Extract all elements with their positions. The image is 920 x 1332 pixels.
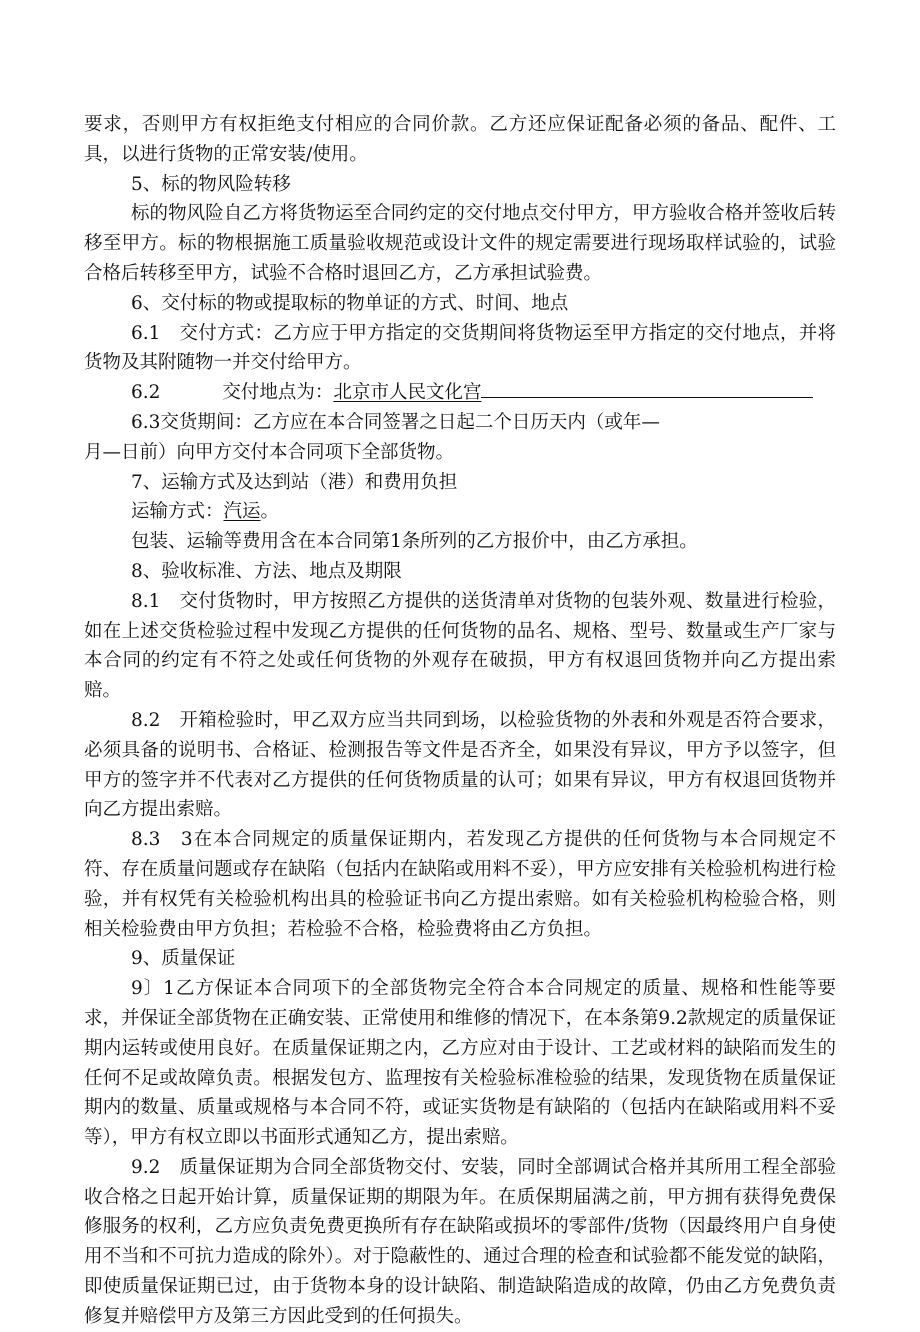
- document-page: [84, 110, 836, 1332]
- delivery-place-value: 北京市人民文化宫: [333, 382, 482, 404]
- fill-in-line: [481, 396, 813, 398]
- transport-cost: 包装、运输等费用含在本合同第1条所列的乙方报价中，由乙方承担。: [131, 531, 698, 553]
- section-8-heading: 8、验收标准、方法、地点及期限: [131, 560, 402, 582]
- delivery-place-label: 交付地点为：: [222, 382, 334, 404]
- clause-6-3-line-2: 月—日前）向甲方交付本合同项下全部货物。: [84, 441, 455, 463]
- clause-9-1: 9〕1乙方保证本合同项下的全部货物完全符合本合同规定的质量、规格和性能等要求，并保证全部货物在正确安装、正常使用和维修的情况下，在本条第9.2款规定的质量保证期内运转或使用良好。在质量保证期之内，乙方应对由于设计、工艺或材料的缺陷而发生的任何不足或故障负责。根据发包方、监理按有关检验标准检验的结果，发现货物在质量保证期内的数量、质量或规格与本合同不符，或证实货物是有缺陷的（包括内在缺陷或用料不妥等），甲方有权立即以书面形式通知乙方，提出索赔。: [84, 978, 836, 1149]
- clause-8-2: 8.2 开箱检验时，甲乙双方应当共同到场，以检验货物的外表和外观是否符合要求，必须具备的说明书、合格证、检测报告等文件是否齐全，如果没有异议，甲方予以签字，但甲方的签字并不代表对乙方提供的任何货物质量的认可；如果有异议，甲方有权退回货物并向乙方提出索赔。: [84, 709, 836, 821]
- section-5-body: 标的物风险自乙方将货物运至合同约定的交付地点交付甲方，甲方验收合格并签收后转移至甲方。标的物根据施工质量验收规范或设计文件的规定需要进行现场取样试验的，试验合格后转移至甲方，试验不合格时退回乙方，乙方承担试验费。: [84, 203, 836, 284]
- section-7-heading: 7、运输方式及达到站（港）和费用负担: [131, 471, 458, 493]
- transport-method: [84, 497, 836, 527]
- clause-6-2-number: 6.2: [131, 382, 161, 404]
- clause-6-2: [84, 378, 836, 408]
- clause-8-3: 8.3 3在本合同规定的质量保证期内，若发现乙方提供的任何货物与本合同规定不符、存在质量问题或存在缺陷（包括内在缺陷或用料不妥），甲方应安排有关检验机构进行检验，并有权凭有关检验机构出具的检验证书向乙方提出索赔。如有关检验机构检验合格，则相关检验费由甲方负担；若检验不合格，检验费将由乙方负担。: [84, 829, 836, 940]
- clause-8-1: 8.1 交付货物时，甲方按照乙方提供的送货清单对货物的包装外观、数量进行检验，如在上述交货检验过程中发现乙方提供的任何货物的品名、规格、型号、数量或生产厂家与本合同的约定有不符之处或任何货物的外观存在破损，甲方有权退回货物并向乙方提出索赔。: [84, 590, 836, 702]
- clause-9-2: 9.2 质量保证期为合同全部货物交付、安装，同时全部调试合格并其所用工程全部验收合格之日起开始计算，质量保证期的期限为年。在质保期届满之前，甲方拥有获得免费保修服务的权利，乙方应负责免费更换所有存在缺陷或损坏的零部件/货物（因最终用户自身使用不当和不可抗力造成的除外）。对于隐蔽性的、通过合理的检查和试验都不能发觉的缺陷，即使质量保证期已过，由于货物本身的设计缺陷、制造缺陷造成的故障，仍由乙方免费负责修复并赔偿甲方及第三方因此受到的任何损失。: [84, 1156, 836, 1327]
- transport-method-label: 运输方式：: [131, 501, 224, 523]
- section-6-heading: 6、交付标的物或提取标的物单证的方式、时间、地点: [131, 292, 569, 314]
- section-9-heading: 9、质量保证: [131, 948, 236, 970]
- clause-6-1: 6.1 交付方式：乙方应于甲方指定的交货期间将货物运至甲方指定的交付地点，并将货物及其附随物一并交付给甲方。: [84, 322, 836, 374]
- transport-method-end: 。: [260, 501, 280, 523]
- clause-6-3-line-1: 6.3交货期间：乙方应在本合同签署之日起二个日历天内（或年—: [131, 411, 660, 433]
- transport-method-value: 汽运: [223, 501, 261, 523]
- paragraph-continued: 要求，否则甲方有权拒绝支付相应的合同价款。乙方还应保证配备必须的备品、配件、工具，以进行货物的正常安装/使用。: [84, 114, 836, 165]
- section-5-heading: 5、标的物风险转移: [131, 173, 291, 195]
